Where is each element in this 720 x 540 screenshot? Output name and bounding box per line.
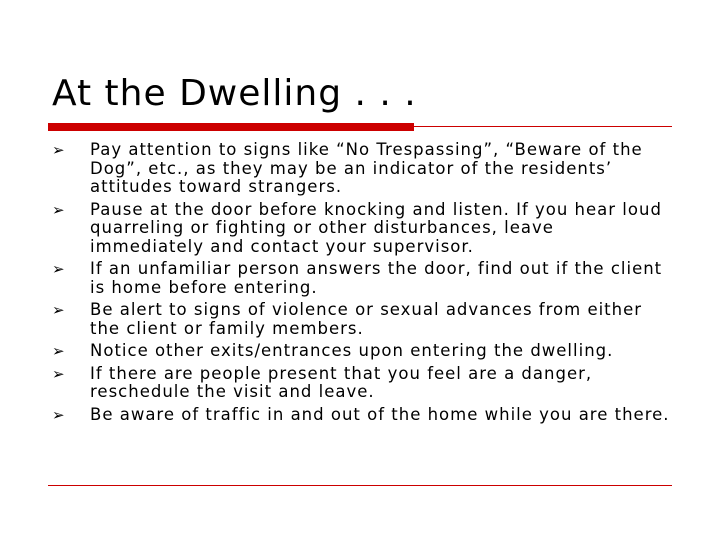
arrowhead-bullet-icon: ➢ (52, 141, 66, 159)
arrowhead-bullet-icon: ➢ (52, 200, 66, 219)
bullet-text: Pause at the door before knocking and listen. If you hear loud quarreling or fighting or other disturbances, leave immediately and contact your supervisor. (90, 199, 662, 256)
list-item (52, 406, 672, 425)
footer-rule (48, 485, 672, 486)
list-item (52, 365, 672, 402)
arrowhead-bullet-icon: ➢ (52, 364, 66, 383)
bullet-text: Be aware of traffic in and out of the home while you are there. (90, 404, 670, 424)
bullet-text: Be alert to signs of violence or sexual advances from either the client or family members. (90, 300, 643, 338)
bullet-text: Pay attention to signs like “No Trespassing”, “Beware of the Dog”, etc., as they may be an indicator of the residents’ attitudes toward strangers. (90, 140, 643, 196)
list-item (52, 141, 672, 197)
arrowhead-bullet-icon: ➢ (52, 405, 66, 424)
list-item (52, 342, 672, 361)
bullet-text: Notice other exits/entrances upon entering the dwelling. (90, 341, 614, 360)
list-item (52, 260, 672, 297)
bullet-text: If there are people present that you feel are a danger, reschedule the visit and leave. (90, 363, 593, 401)
arrowhead-bullet-icon: ➢ (52, 342, 66, 360)
arrowhead-bullet-icon: ➢ (52, 260, 66, 278)
slide-title: At the Dwelling . . . (52, 73, 417, 114)
list-item (52, 201, 672, 257)
bullet-list (52, 141, 672, 428)
list-item (52, 301, 672, 338)
title-accent-bar (48, 123, 414, 131)
bullet-text: If an unfamiliar person answers the door, find out if the client is home before entering. (90, 259, 663, 297)
arrowhead-bullet-icon: ➢ (52, 301, 66, 319)
